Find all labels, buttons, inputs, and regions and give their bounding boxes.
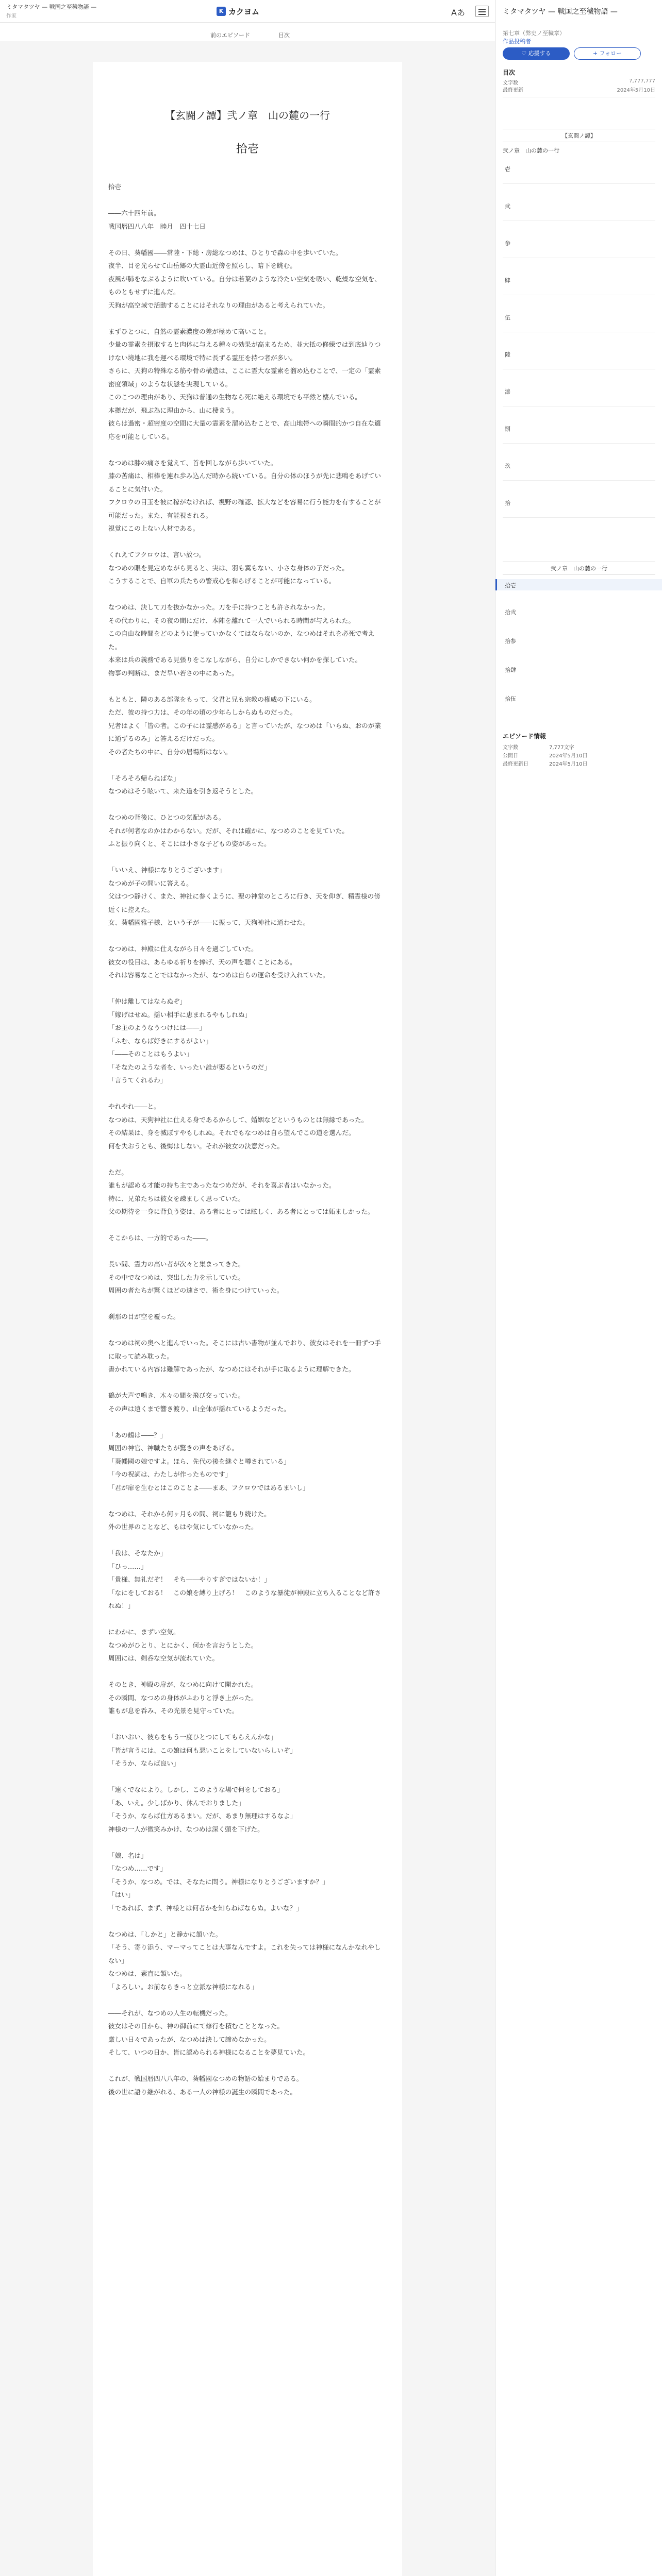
body-paragraph — [108, 1153, 387, 1166]
body-paragraph: 天狗が高空域で活動することにはそれなりの理由があると考えられていた。 — [108, 301, 329, 309]
body-paragraph: 「――そのことはもうよい」 — [108, 1050, 193, 1058]
body-paragraph: 後の世に語り継がれる、ある一人の神様の誕生の瞬間であった。 — [108, 2088, 297, 2096]
body-paragraph: 「お主のようなうつけには――」 — [108, 1024, 206, 1031]
body-paragraph: これが、戦国暦四八八年の、葵幡國なつめの物語の始まりである。 — [108, 2075, 303, 2082]
body-paragraph: なつめは、決して刀を抜かなかった。刀を手に持つことも許されなかった。 — [108, 603, 329, 611]
body-paragraph — [108, 1534, 387, 1547]
sidebar-episode-link[interactable]: 弐 — [505, 203, 510, 210]
divider — [503, 517, 655, 518]
sidebar-episode-info-row: 文字数 7,777文字 — [503, 745, 574, 751]
body-paragraph: こうすることで、自軍の兵たちの警戒心を和らげることが可能になっている。 — [108, 577, 336, 585]
body-paragraph: なつめは膝の痛さを覚えて、首を回しながら歩いていた。 — [108, 459, 277, 467]
body-paragraph: 「皆が言うには、この娘は何も悪いことをしていないらしいぞ」 — [108, 1746, 297, 1754]
body-paragraph — [108, 1415, 387, 1429]
body-paragraph — [108, 443, 387, 456]
sidebar-episode-link[interactable]: 伍 — [505, 314, 510, 321]
body-paragraph: 夜半、目を光らせて山岳郷の大霊山近傍を照らし、暗下を眺む。 — [108, 262, 296, 269]
body-paragraph: 「君が扉を生むとはこのことよ――まあ、フクロウではあるまいし」 — [108, 1483, 309, 1492]
body-paragraph: なつめは、それから何ヶ月もの間、祠に籠もり続けた。 — [108, 1510, 271, 1518]
chapter-title: 【玄闘ノ譚】弐ノ章 山の麓の一行 — [165, 109, 330, 122]
body-paragraph — [108, 798, 387, 811]
body-paragraph: 「我は、そなたか」 — [108, 1549, 167, 1557]
body-paragraph: もともと、隣のある部隊をもって、父君と兄も宗教の権威の下にいる。 — [108, 695, 316, 703]
sidebar-author-link[interactable]: 作品投稿者 — [503, 38, 531, 45]
body-paragraph: 少量の霊素を摂取すると肉体に与える種々の効果が高まるため、並大抵の修練では到底辿りつけない境地に我を運べる環境で特に長ずる霊圧を持つ者が多い。 — [108, 341, 381, 362]
reading-area — [0, 41, 495, 2576]
body-paragraph: 「ふむ、ならば好きにするがよい」 — [108, 1037, 212, 1045]
body-paragraph — [108, 588, 387, 601]
body-paragraph — [108, 1494, 387, 1507]
body-paragraph: なつめがひとり、とにかく、何かを言おうとした。 — [108, 1641, 258, 1649]
prev-episode-link[interactable]: 前のエピソード — [210, 32, 250, 39]
body-paragraph: そのとき、神殿の扉が、なつめに向けて開かれた。 — [108, 1681, 258, 1688]
menu-toggle-button[interactable] — [475, 6, 489, 17]
body-paragraph: なつめはそう呟いて、来た道を引き返そうとした。 — [108, 787, 258, 795]
body-paragraph — [108, 312, 387, 325]
body-paragraph: 「そうか、ならば良い」 — [108, 1759, 180, 1767]
body-paragraph: そして、いつの日か、皆に認められる神様になることを夢見ていた。 — [108, 2048, 310, 2056]
body-paragraph: 父はつつ静けく、また、神社に参くように、聖の神堂のところに行き、天を仰ぎ、精霊様の傍近くに控えた。 — [108, 892, 380, 913]
body-paragraph — [108, 1376, 387, 1389]
body-paragraph: 「おいおい、彼らをもう一度ひとつにしてもらえんかな」 — [108, 1733, 277, 1741]
body-paragraph: その代わりに、その夜の間にだけ、本陣を離れて一人でいられる時間が与えられた。 — [108, 616, 355, 624]
body-paragraph: 厳しい日々であったが、なつめは決して諦めなかった。 — [108, 2035, 271, 2043]
body-paragraph: にわかに、まずい空気。 — [108, 1628, 180, 1636]
sidebar-episode-link[interactable]: 壱 — [505, 166, 510, 173]
sidebar-subtitle: 第七章（弊史ノ至穢章） — [503, 30, 565, 37]
body-paragraph: 神様の一人が微笑みかけ、なつめは深く頭を下げた。 — [108, 1825, 264, 1833]
body-paragraph: 女、葵幡國雅子様、という子が――に振って、天狗神社に通わせた。 — [108, 919, 310, 926]
body-paragraph: 「あ、いえ。少しばかり、休んでおりました」 — [108, 1799, 245, 1807]
body-paragraph — [108, 758, 387, 772]
sidebar-meta-row: 文字数 7,777,777 — [503, 78, 655, 86]
body-paragraph — [108, 1914, 387, 1928]
body-paragraph: 周囲の神官、神職たちが驚きの声をあげる。 — [108, 1444, 238, 1452]
body-paragraph: くれえてフクロウは、言い放つ。 — [108, 551, 206, 558]
body-paragraph: 本拠だが、飛ぶ為に理由から、山に棲まう。 — [108, 406, 238, 414]
body-paragraph: 兄者はよく「皆の者。この子には霊感がある」と言っていたが、なつめは「いらぬ、おのが業に通ずるのみ」と答えるだけだった。 — [108, 721, 381, 742]
sidebar-episode-link[interactable]: 拾肆 — [505, 667, 516, 673]
body-paragraph: 特に、兄弟たちは彼女を疎ましく思っていた。 — [108, 1194, 245, 1202]
body-paragraph: 「そろそろ帰らねばな」 — [108, 774, 180, 782]
episode-body — [108, 180, 387, 2098]
body-paragraph: 「娘、名は」 — [108, 1851, 147, 1859]
body-paragraph: なつめの眼を見定めながら見ると、実は、羽も翼もない、小さな身体の子だった。 — [108, 564, 349, 572]
site-logo[interactable] — [217, 6, 259, 16]
sidebar-episode-link[interactable]: 漆 — [505, 388, 510, 395]
body-paragraph: その瞬間、なつめの身体がふわりと浮き上がった。 — [108, 1693, 258, 1702]
body-paragraph: そこからは、一方的であった――。 — [108, 1234, 212, 1242]
divider — [503, 480, 655, 481]
body-paragraph: 「よろしい。お前ならきっと立派な神様になれる」 — [108, 1982, 258, 1991]
logo-icon: K — [217, 7, 226, 16]
body-paragraph: フクロウの目玉を彼に稼がなければ、視野の確認、拡大などを容易に行う能力を有することが可能だった。また、有能視される。 — [108, 498, 381, 519]
body-paragraph: ――それが、なつめの人生の転機だった。 — [108, 2009, 232, 2017]
body-paragraph: なつめは、素直に頷いた。 — [108, 1970, 187, 1977]
body-paragraph: 物事の判断は、まだ早い若さの中にあった。 — [108, 669, 238, 677]
body-paragraph: 鶴が大声で鳴き、木々の間を飛び交っていた。 — [108, 1392, 244, 1399]
body-paragraph — [108, 929, 387, 943]
body-paragraph: 彼女はその日から、神の御前にて修行を積むこととなった。 — [108, 2022, 284, 2030]
body-paragraph — [108, 1297, 387, 1311]
body-paragraph: 「あの鶴は――？」 — [108, 1431, 167, 1439]
body-paragraph: 「そなたのような者を、いったい誰が娶るというのだ」 — [108, 1063, 271, 1071]
sidebar-chapter-header[interactable]: 弐ノ章 山の麓の一行 — [503, 562, 655, 575]
body-paragraph: ただ。 — [108, 1168, 128, 1176]
body-paragraph — [108, 1613, 387, 1626]
divider — [503, 183, 655, 184]
body-paragraph: なつめが子の問いに答える。 — [108, 879, 193, 887]
body-paragraph: 夜風が肺をなぶるように吹いている。自分は若葉のような冷たい空気を吸い、乾燥な空気を、ものともせずに進んだ。 — [108, 275, 381, 296]
body-paragraph: 書かれている内容は難解であったが、なつめにはそれが手に取るように理解できた。 — [108, 1365, 355, 1373]
sidebar-episode-link[interactable]: 捌 — [505, 426, 510, 432]
divider — [503, 443, 655, 444]
body-paragraph: 膝の苦痛は、相棒を連れ歩み込んだ時から続いている。自分の体のほうが先に悲鳴をあげていることに気付いた。 — [108, 472, 381, 493]
sidebar-follow-button[interactable]: + フォロー — [574, 47, 641, 60]
body-paragraph: 「そうか、ならば仕方あるまい。だが、あまり無理はするなよ」 — [108, 1812, 297, 1820]
sidebar-episode-link[interactable]: 肆 — [505, 277, 510, 284]
body-paragraph: 周囲には、剣呑な空気が流れていた。 — [108, 1654, 219, 1662]
body-paragraph: それは容易なことではなかったが、なつめは自らの運命を受け入れていた。 — [108, 971, 329, 979]
body-paragraph — [108, 982, 387, 995]
sidebar-current-episode-highlight — [495, 579, 662, 590]
body-paragraph: その日、葵幡國――常陸・下総・房総なつめは、ひとりで森の中を歩いていた。 — [108, 248, 342, 257]
sidebar-episode-link[interactable]: 拾参 — [505, 638, 516, 645]
toc-link[interactable]: 目次 — [278, 32, 290, 39]
body-paragraph: 長い間、霊力の高い者が次々と集まってきた。 — [108, 1260, 245, 1268]
body-paragraph — [108, 1245, 387, 1258]
body-paragraph — [108, 1324, 387, 1337]
body-paragraph — [108, 535, 387, 549]
sidebar-episode-link[interactable]: 玖 — [505, 463, 510, 469]
body-paragraph: なつめの背後に、ひとつの気配がある。 — [108, 814, 225, 821]
sidebar-episode-info-row: 公開日 2024年5月10日 — [503, 753, 588, 759]
sidebar-episode-link[interactable]: 参 — [505, 240, 510, 247]
logo-text: カクヨム — [228, 7, 260, 16]
sidebar-episode-info-row: 最終更新日 2024年5月10日 — [503, 761, 588, 767]
body-paragraph — [108, 851, 387, 864]
body-paragraph: その者たちの中に、自分の居場所はない。 — [108, 748, 232, 756]
body-paragraph: 「葵幡國の娘ですよ。ほら、先代の後を継ぐと噂されている」 — [108, 1457, 290, 1465]
body-paragraph: 「仲は離してはならぬぞ」 — [108, 997, 187, 1005]
body-paragraph: ふと振り向くと、そこには小さな子どもの姿があった。 — [108, 840, 271, 848]
body-paragraph: 「貴様、無礼だぞ！ そち――やりすぎではないか！」 — [108, 1575, 271, 1583]
body-paragraph: さらに、天狗の特殊なる筋や骨の構造は、ここに霊大な霊素を溜め込むことで、一定の「霊素密度領域」のような状態を実現している。 — [108, 367, 381, 388]
sidebar-chapter-header[interactable]: 【玄闘ノ譚】 — [503, 129, 655, 142]
body-paragraph: 「いいえ、神様になりとうございます」 — [108, 866, 226, 874]
body-paragraph: なつめは、神殿に仕えながら日々を過ごしていた。 — [108, 945, 258, 953]
body-paragraph: 「言うてくれるわ」 — [108, 1076, 167, 1084]
body-paragraph: なつめは、天狗神社に仕える身であるからして、婚姻などというものとは無縁であった。 — [108, 1115, 368, 1124]
body-paragraph: ――六十四年前。 — [108, 209, 160, 217]
body-paragraph: このこつの理由があり、天狗は普通の生物なら死に絶える環境でも平然と棲んでいる。 — [108, 393, 361, 401]
body-paragraph: 本来は兵の義務である見張りをこなしながら、自分にしかできない何かを探していた。 — [108, 656, 362, 664]
body-paragraph: 視覚にこの上ない人材である。 — [108, 524, 200, 532]
body-paragraph: 周囲の者たちが驚くほどの速さで、術を身につけていった。 — [108, 1286, 284, 1294]
sidebar-episode-link[interactable]: 拾 — [505, 500, 510, 506]
sidebar — [495, 0, 662, 2576]
body-paragraph: 「嫁げはせぬ。揺い相手に恵まれるやもしれぬ」 — [108, 1010, 252, 1019]
body-paragraph — [108, 1718, 387, 1731]
body-paragraph: 「なつめ……です」 — [108, 1865, 167, 1872]
body-paragraph: 外の世界のことなど、もはや気にしていなかった。 — [108, 1523, 258, 1531]
sidebar-work-title[interactable]: ミタマタツヤ — 戦国之至穢物語 — — [503, 8, 618, 16]
body-paragraph: なつめは、「しかと」と静かに頷いた。 — [108, 1930, 222, 1938]
body-paragraph — [108, 194, 387, 207]
sidebar-current-episode[interactable]: 拾壱 — [505, 582, 516, 589]
body-paragraph: 「なにをしておる！ この娘を縛り上げろ！ このような暴徒が神殿に立ち入ることなど許されぬ！」 — [108, 1588, 381, 1609]
text-settings-button[interactable]: Aあ — [451, 8, 465, 18]
body-paragraph: やれやれ――と。 — [108, 1103, 160, 1110]
body-paragraph: 「そうか、なつめ。では、そなたに問う。神様になりとうございますか？」 — [108, 1877, 329, 1886]
sidebar-episode-link[interactable]: 拾伍 — [505, 696, 516, 702]
body-paragraph: その声は遠くまで響き渡り、山全体が揺れているようだった。 — [108, 1404, 290, 1413]
body-paragraph: ただ、彼の持つ力は、その年の頃の少年らしからぬものだった。 — [108, 708, 297, 716]
body-paragraph — [108, 1218, 387, 1232]
work-title-link[interactable]: ミタマタツヤ — 戦国之至穢物語 — — [6, 4, 97, 10]
episode-title: 拾壱 — [236, 143, 259, 156]
body-paragraph: 「はい」 — [108, 1891, 135, 1899]
body-paragraph — [108, 1993, 387, 2007]
body-paragraph — [108, 1665, 387, 1679]
body-paragraph — [108, 233, 387, 246]
body-paragraph: それが何者なのかはわからない。だが、それは確かに、なつめのことを見ていた。 — [108, 826, 349, 835]
body-paragraph — [108, 680, 387, 693]
body-paragraph: なつめは祠の奥へと進んでいった。そこには古い書物が並んでおり、彼女はそれを一冊ずつ手に取って読み耽った。 — [108, 1339, 381, 1360]
sidebar-meta-row: 最終更新 2024年5月10日 — [503, 88, 655, 93]
body-paragraph — [108, 2059, 387, 2073]
sidebar-episode-info-label: エピソード情報 — [503, 733, 547, 740]
body-paragraph: 「今の祝詞は、わたしが作ったものです」 — [108, 1470, 232, 1478]
body-paragraph: 拾壱 — [108, 183, 122, 191]
sidebar-episode-link[interactable]: 陸 — [505, 351, 510, 358]
body-paragraph — [108, 1770, 387, 1784]
body-paragraph: 「そう、寄り添う、マーマってことは大事なんですよ。これを失っては神様になんかなれやしない」 — [108, 1943, 381, 1964]
sidebar-cheer-button[interactable]: ♡ 応援する — [503, 47, 570, 60]
sidebar-chapter-title[interactable]: 弐ノ章 山の麓の一行 — [503, 147, 559, 154]
body-paragraph: 彼らは過密・超密度の空間に大量の霊素を溜め込むことで、高山地帯への瞬間的かつ自在な適応を可能としている。 — [108, 419, 381, 440]
body-paragraph: 刹那の目が空を覆った。 — [108, 1313, 180, 1320]
body-paragraph: 父の期待を一身に背負う姿は、ある者にとっては眩しく、ある者にとっては妬ましかった。 — [108, 1208, 374, 1215]
body-paragraph: この自由な時間をどのように使っていかなくてはならないのか、なつめはそれを必死で考えた。 — [108, 630, 375, 651]
body-paragraph: 「遠くでなにより。しかし、このような場で何をしておる」 — [108, 1786, 284, 1793]
episode-paper — [93, 62, 402, 2576]
body-paragraph: 誰もが認める才能の持ち主であったなつめだが、それを喜ぶ者はいなかった。 — [108, 1181, 336, 1189]
body-paragraph — [108, 1836, 387, 1849]
body-paragraph: まずひとつに、自然の霊素濃度の差が極めて高いこと。 — [108, 327, 271, 335]
body-paragraph: 戦国暦四八八年 睦月 四十七日 — [108, 222, 206, 230]
body-paragraph: 「であれば、まず、神様とは何者かを知らねばならぬ。よいな？」 — [108, 1904, 303, 1912]
body-paragraph: その結果は、身を滅ぼすやもしれぬ。それでもなつめは自ら望んでこの道を選んだ。 — [108, 1129, 355, 1137]
body-paragraph: 何を失おうとも、後悔はしない。それが彼女の決意だった。 — [108, 1142, 284, 1150]
body-paragraph: 誰もが息を呑み、その光景を見守っていた。 — [108, 1707, 239, 1715]
body-paragraph — [108, 1087, 387, 1100]
sidebar-toc-label: 目次 — [503, 69, 516, 76]
sidebar-episode-link[interactable]: 拾弐 — [505, 609, 516, 616]
body-paragraph: 「ひっ……」 — [108, 1562, 147, 1570]
episode-nav — [0, 27, 495, 41]
body-paragraph: その中でなつめは、突出した力を示していた。 — [108, 1273, 245, 1281]
author-link[interactable]: 作家 — [6, 13, 16, 19]
body-paragraph: 彼女の役目は、あらゆる祈りを捧げ、天の声を聴くことにある。 — [108, 958, 296, 966]
